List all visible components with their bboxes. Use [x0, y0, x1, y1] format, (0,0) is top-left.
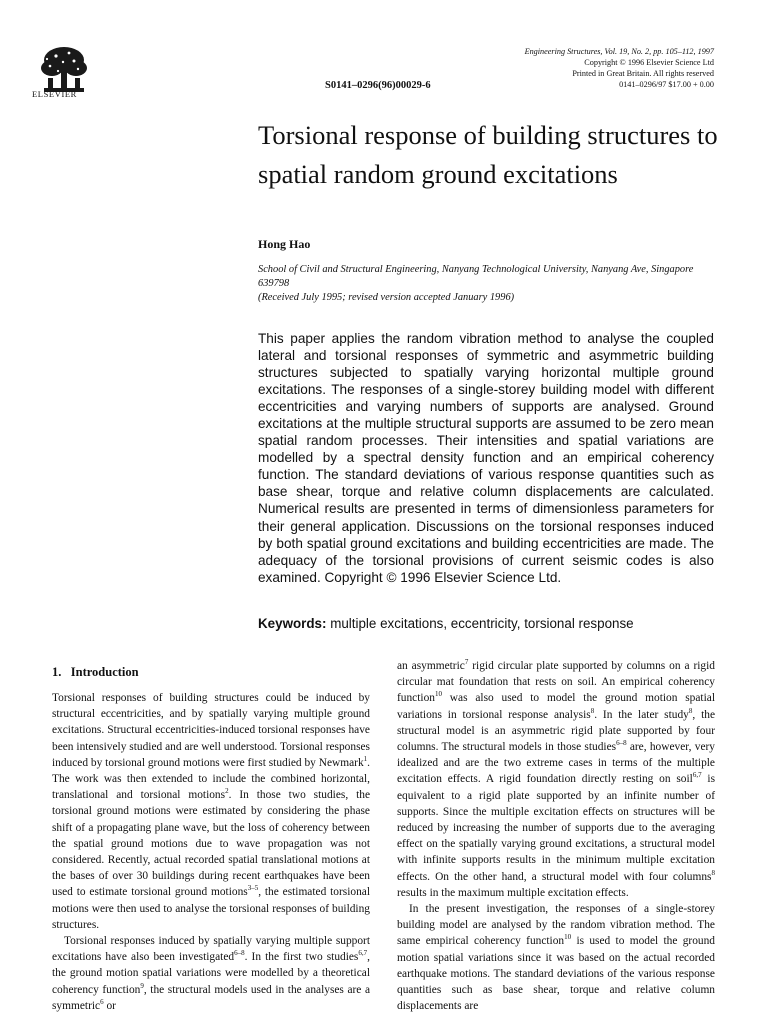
- keywords: [258, 616, 634, 631]
- paragraph-text: , the ground motion spatial variations were modelled by a theoretical coherency function: [52, 951, 370, 996]
- paragraph-text: , the structural model is an asymmetric rigid plate supported by four columns. The structural models in those studies: [397, 708, 715, 754]
- keywords-label: Keywords:: [258, 616, 327, 631]
- paragraph-text: results in the maximum multiple excitation effects.: [397, 886, 629, 899]
- section-number: 1.: [52, 665, 62, 679]
- citation-superscript: 6–8: [616, 739, 627, 748]
- journal-info: [394, 46, 714, 90]
- paragraph-text: is used to model the ground motion spatial variations since it was based on the actual recorded earthquake motions. The standard deviations of the various response quantities such as base shear, torque and relative column displacements are: [397, 935, 715, 1013]
- paragraph-text: Torsional responses of building structures could be induced by structural eccentricities, and by spatially varying multiple ground excitations. Structural eccentricities-induced torsional responses have been intensively studied and are well understood. Torsional responses induced by torsional ground motions were first studied by Newmark: [52, 692, 370, 769]
- body-column-right: [397, 658, 715, 1014]
- article-title: Torsional response of building structures to spatial random ground excitations: [258, 120, 718, 189]
- paragraph-text: rigid circular plate supported by columns on a rigid circular mat foundation that rests on soil. An empirical coherency function: [397, 660, 715, 705]
- keywords-list: multiple excitations, eccentricity, torsional response: [330, 616, 634, 631]
- paragraph-text: is equivalent to a rigid plate supported by an infinite number of supports. Since the multiple excitation effects on structures will be reduced by increasing the number of supports due to the averaging effect on the spatially varying ground excitations, a structural model with infinite supports results in the minimum multiple excitation effects. On the other hand, a structural model with four columns: [397, 773, 715, 883]
- journal-citation: Engineering Structures, Vol. 19, No. 2, pp. 105–112, 1997: [524, 47, 714, 56]
- journal-copyright: Copyright © 1996 Elsevier Science Ltd: [584, 58, 714, 67]
- body-paragraph: [52, 933, 370, 1014]
- paragraph-text: , the estimated torsional motions were then used to analyse the torsional responses of building structures.: [52, 886, 370, 931]
- citation-superscript: 10: [564, 933, 572, 942]
- paragraph-text: . In those two studies, the torsional ground motions were estimated by considering the phase shift of a propagating plane wave, but the loss of coherency between the spatial ground motions due to wave propagation was not considered. Recently, actual recorded spatial translational motions at the bases of over 30 buildings during recent earthquakes have been used to estimate torsional ground motions: [52, 789, 370, 899]
- body-column-left: [52, 690, 370, 1014]
- paragraph-text: or: [103, 999, 116, 1012]
- citation-superscript: 6,7: [692, 771, 702, 780]
- citation-superscript: 6,7: [358, 949, 368, 958]
- author-affiliation: School of Civil and Structural Engineering, Nanyang Technological University, Nanyang Ave, Singapore 639798: [258, 264, 694, 289]
- citation-superscript: 8: [590, 706, 595, 715]
- paragraph-text: . The work was then extended to include the combined horizontal, translational and torsional motions: [52, 756, 370, 802]
- section-title: Introduction: [70, 665, 139, 679]
- paragraph-text: In the present investigation, the responses of a single-storey building model are analysed by the random vibration method. The same empirical coherency function: [397, 903, 715, 948]
- paragraph-text: an asymmetric: [397, 660, 465, 672]
- citation-superscript: 6–8: [234, 949, 245, 958]
- body-paragraph: [397, 901, 715, 1014]
- body-paragraph: [52, 690, 370, 933]
- paragraph-text: Torsional responses induced by spatially varying multiple support excitations have also been investigated: [52, 935, 370, 964]
- paragraph-text: . In the first two studies: [244, 951, 359, 964]
- citation-superscript: 10: [434, 690, 442, 699]
- citation-superscript: 7: [464, 658, 469, 667]
- citation-superscript: 3–5: [247, 884, 259, 893]
- abstract: This paper applies the random vibration method to analyse the coupled lateral and torsional responses of symmetric and asymmetric building structures subjected to spatially varying horizontal multiple ground excitations. The responses of a single-storey building model with different eccentricities and varying numbers of supports are analysed. Ground excitations at the multiple structural supports are assumed to be zero mean spatial random processes. Their intensities and spatial variations are modelled by a spectral density function and an empirical coherency function. The standard deviations of various response quantities such as base shear, torque and relative column displacements are calculated. Numerical results are presented in terms of dimensionless parameters for their general application. Discussions on the torsional responses induced by both spatial ground excitations and building eccentricities are made. The adequacy of the torsional provisions of current seismic codes is also examined. Copyright © 1996 Elsevier Science Ltd.: [258, 331, 714, 585]
- paragraph-text: was also used to model the ground motion spatial variations in torsional response analysis: [397, 692, 715, 721]
- citation-superscript: 8: [688, 706, 693, 715]
- citation-superscript: 1: [363, 755, 368, 764]
- paragraph-text: , the structural models used in the analyses are a symmetric: [52, 983, 370, 1012]
- article-code: S0141–0296(96)00029-6: [325, 80, 431, 91]
- citation-superscript: 8: [711, 868, 715, 877]
- citation-superscript: 2: [225, 787, 229, 796]
- citation-superscript: 9: [140, 981, 144, 990]
- body-paragraph: [397, 658, 715, 901]
- journal-printed: Printed in Great Britain. All rights reserved: [572, 69, 714, 78]
- received-dates: (Received July 1995; revised version accepted January 1996): [258, 292, 515, 303]
- section-heading: [52, 665, 139, 680]
- paragraph-text: . In the later study: [594, 708, 689, 721]
- paragraph-text: are, however, very idealized and are the two extreme cases in terms of the multiple excitation effects. A rigid foundation directly resting on soil: [397, 741, 715, 786]
- author-name: Hong Hao: [258, 237, 311, 251]
- publisher-name: ELSEVIER: [32, 89, 77, 99]
- citation-superscript: 6: [100, 998, 104, 1007]
- journal-issn: 0141–0296/97 $17.00 + 0.00: [619, 80, 714, 89]
